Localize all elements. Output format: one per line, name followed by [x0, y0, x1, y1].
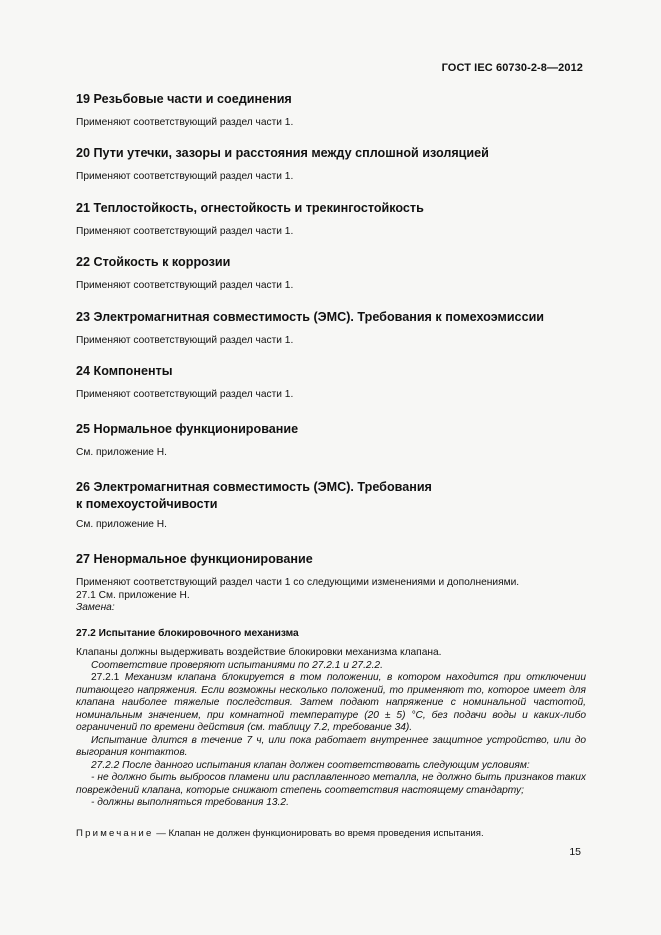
section-24-text: Применяют соответствующий раздел части 1. [76, 389, 294, 400]
note-text: — Клапан не должен функционировать во время проведения испытания. [153, 828, 484, 839]
note-label: Примечание [76, 828, 154, 839]
section-24-title: 24 Компоненты [76, 364, 173, 378]
section-26-text: См. приложение Н. [76, 519, 167, 530]
section-19-title: 19 Резьбовые части и соединения [76, 92, 292, 106]
section-20-title: 20 Пути утечки, зазоры и расстояния между сплошной изоляцией [76, 146, 489, 160]
section-19-text: Применяют соответствующий раздел части 1. [76, 117, 294, 128]
section-25-title: 25 Нормальное функционирование [76, 422, 299, 436]
section-21-text: Применяют соответствующий раздел части 1. [76, 226, 294, 237]
para-27-2-1 [76, 672, 586, 735]
para-27-2-1-number: 27.2.1 [91, 672, 120, 683]
section-26-title-line1: 26 Электромагнитная совместимость (ЭМС). Требования [76, 480, 432, 494]
section-25-text: См. приложение Н. [76, 447, 167, 458]
section-26-title-line2: к помехоустойчивости [76, 497, 218, 511]
section-27-intro-block [76, 577, 586, 615]
section-23-title: 23 Электромагнитная совместимость (ЭМС). Требования к помехоэмиссии [76, 310, 545, 324]
section-27-intro: Применяют соответствующий раздел части 1 со следующими изменениями и дополнениями. [76, 577, 520, 588]
para-requirement: Клапаны должны выдерживать воздействие блокировки механизма клапана. [76, 647, 442, 658]
note [76, 828, 596, 841]
page-number: 15 [569, 846, 581, 858]
subsection-27-2-title: 27.2 Испытание блокировочного механизма [76, 628, 299, 639]
section-20-text: Применяют соответствующий раздел части 1. [76, 171, 294, 182]
para-compliance: Соответствие проверяют испытаниями по 27.2.1 и 27.2.2. [91, 659, 383, 671]
standard-header: ГОСТ IEC 60730-2-8—2012 [441, 62, 583, 74]
replacement-label: Замена: [76, 602, 115, 613]
bullet-requirements-13-2: - должны выполняться требования 13.2. [91, 797, 289, 808]
section-27-title: 27 Ненормальное функционирование [76, 552, 313, 566]
para-27-2-2: 27.2.2 После данного испытания клапан должен соответствовать следующим условиям: [91, 759, 530, 771]
subsection-27-2-body [76, 647, 586, 810]
section-22-text: Применяют соответствующий раздел части 1. [76, 280, 294, 291]
section-21-title: 21 Теплостойкость, огнестойкость и трекингостойкость [76, 201, 424, 215]
para-test-duration: Испытание длится в течение 7 ч, или пока работает внутреннее защитное устройство, или до выгорания контактов. [76, 734, 586, 758]
section-22-title: 22 Стойкость к коррозии [76, 255, 231, 269]
para-27-2-1-text: Механизм клапана блокируется в том положении, в котором находится при отключении питающего напряжения. Если возможны несколько положений, то применяют то, которое имеет для клапана наиболее тяжелые последствия. Затем подают напряжение с номинальной частотой, номинальным значением, при комнатной температуре (20 ± 5) °С, без подачи воды и каких-либо ограничений по времени действия (см. таблицу 7.2, требование 34). [76, 672, 586, 733]
bullet-no-flames: - не должно быть выбросов пламени или расплавленного металла, не должно быть признаков таких повреждений клапана, которые снижают степень соответствия настоящему стандарту; [76, 772, 586, 796]
item-27-1: 27.1 См. приложение Н. [76, 589, 190, 601]
section-23-text: Применяют соответствующий раздел части 1. [76, 335, 294, 346]
